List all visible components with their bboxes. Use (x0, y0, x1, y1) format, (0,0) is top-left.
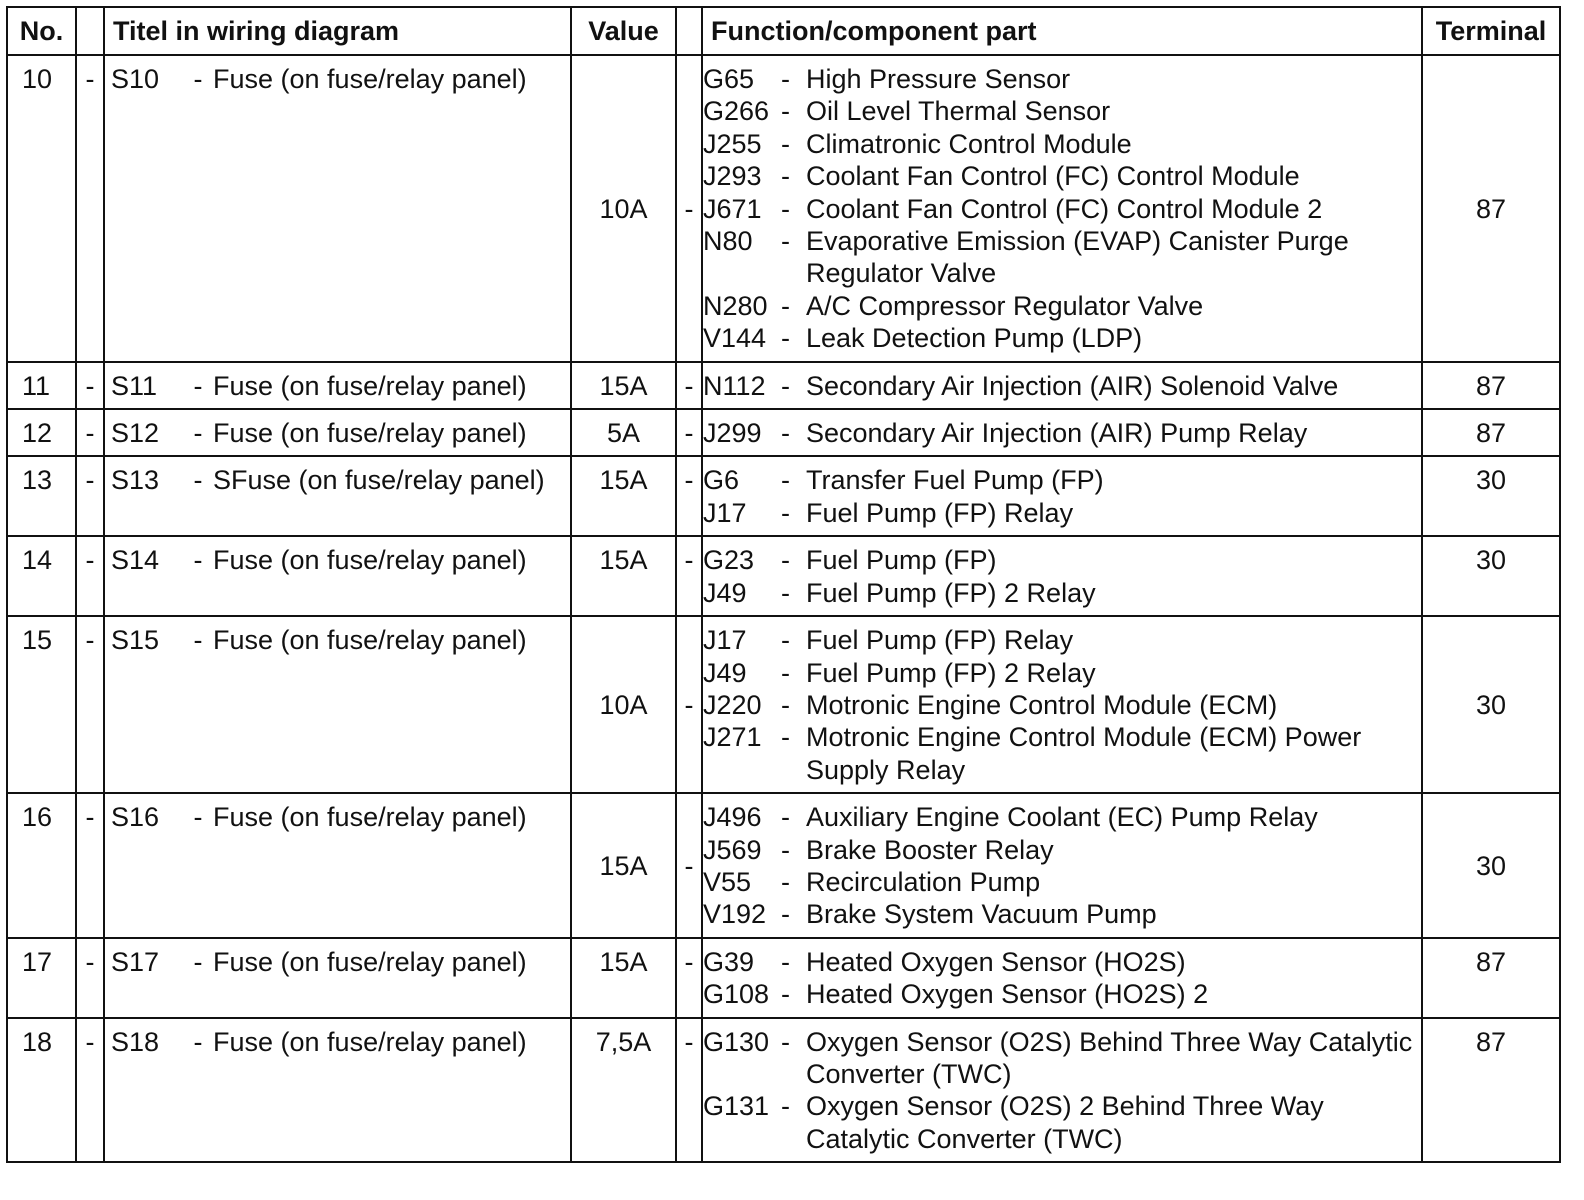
header-value: Value (571, 7, 676, 55)
header-title: Titel in wiring diagram (104, 7, 571, 55)
row-number: 11 (7, 362, 76, 409)
component-description: Leak Detection Pump (LDP) (806, 323, 1143, 354)
row-dash: - (76, 938, 104, 1018)
fuse-code: S13 (111, 465, 160, 496)
component-separator: - (781, 465, 790, 496)
component-description: Motronic Engine Control Module (ECM) (806, 689, 1278, 720)
component-code: G130 (703, 1026, 770, 1057)
function-cell (702, 1018, 1422, 1163)
header-no: No. (7, 7, 76, 55)
component-item (703, 1026, 1421, 1091)
component-code: J49 (703, 577, 747, 608)
component-separator: - (781, 899, 790, 930)
row-title-cell (104, 616, 571, 793)
fuse-code: S11 (111, 370, 158, 401)
fuse-code: S18 (111, 1026, 160, 1057)
value-dash: - (676, 1018, 702, 1163)
component-code: J17 (703, 497, 747, 528)
fuse-table (6, 6, 1561, 1163)
value-dash: - (676, 362, 702, 409)
terminal-value: 30 (1422, 456, 1560, 536)
fuse-title: Fuse (on fuse/relay panel) (213, 545, 527, 576)
component-description: Fuel Pump (FP) 2 Relay (806, 577, 1096, 608)
component-separator: - (781, 96, 790, 127)
component-description: Brake System Vacuum Pump (806, 899, 1157, 930)
fuse-code: S10 (111, 64, 160, 94)
component-code: G266 (703, 96, 770, 127)
fuse-table-body (7, 55, 1560, 1162)
fuse-separator: - (193, 545, 203, 576)
component-separator: - (781, 657, 790, 688)
row-number: 18 (7, 1018, 76, 1163)
fuse-separator: - (193, 625, 203, 656)
function-cell (702, 938, 1422, 1018)
component-description: Heated Oxygen Sensor (HO2S) 2 (806, 979, 1209, 1010)
value-dash: - (676, 409, 702, 456)
function-cell (702, 616, 1422, 793)
component-description: A/C Compressor Regulator Valve (806, 290, 1204, 321)
fuse-separator: - (193, 418, 203, 449)
function-cell (702, 362, 1422, 409)
fuse-title: Fuse (on fuse/relay panel) (213, 418, 527, 449)
component-separator: - (781, 689, 790, 720)
component-description: Heated Oxygen Sensor (HO2S) (806, 946, 1186, 977)
function-cell (702, 409, 1422, 456)
table-row (7, 456, 1560, 536)
component-description: Transfer Fuel Pump (FP) (806, 465, 1104, 496)
component-separator: - (781, 834, 790, 865)
component-item (703, 624, 1421, 656)
component-item (703, 370, 1421, 402)
fuse-title: Fuse (on fuse/relay panel) (213, 64, 527, 94)
fuse-value: 15A (571, 938, 676, 1018)
fuse-value: 7,5A (571, 1018, 676, 1163)
table-row (7, 793, 1560, 938)
terminal-value: 30 (1422, 616, 1560, 793)
fuse-separator: - (193, 370, 203, 401)
component-item (703, 290, 1421, 322)
component-code: J293 (703, 161, 762, 192)
row-title-cell (104, 362, 571, 409)
terminal-value: 87 (1422, 938, 1560, 1018)
row-dash: - (76, 362, 104, 409)
fuse-separator: - (193, 465, 203, 496)
terminal-value: 87 (1422, 362, 1560, 409)
component-item (703, 946, 1421, 978)
fuse-value: 15A (571, 456, 676, 536)
component-code: J496 (703, 802, 762, 833)
component-separator: - (781, 193, 790, 224)
component-description: Oxygen Sensor (O2S) 2 Behind Three Way Catalytic Converter (TWC) (806, 1091, 1324, 1154)
component-description: Secondary Air Injection (AIR) Solenoid Valve (806, 370, 1339, 401)
component-code: G65 (703, 64, 755, 94)
component-description: Climatronic Control Module (806, 128, 1132, 159)
component-item (703, 721, 1421, 786)
row-title-cell (104, 938, 571, 1018)
function-cell (702, 536, 1422, 616)
terminal-value: 87 (1422, 409, 1560, 456)
component-item (703, 95, 1421, 127)
table-header-row (7, 7, 1560, 55)
fuse-value: 15A (571, 536, 676, 616)
component-description: Fuel Pump (FP) Relay (806, 625, 1074, 656)
component-separator: - (781, 323, 790, 354)
component-item (703, 866, 1421, 898)
fuse-value: 15A (571, 793, 676, 938)
fuse-value: 10A (571, 55, 676, 362)
component-separator: - (781, 497, 790, 528)
component-code: V192 (703, 899, 767, 930)
component-description: Coolant Fan Control (FC) Control Module 2 (806, 193, 1323, 224)
row-title-cell (104, 536, 571, 616)
fuse-title: Fuse (on fuse/relay panel) (213, 625, 527, 656)
component-item (703, 689, 1421, 721)
row-title-cell (104, 1018, 571, 1163)
component-item (703, 160, 1421, 192)
component-description: Brake Booster Relay (806, 834, 1054, 865)
component-item (703, 978, 1421, 1010)
row-dash: - (76, 793, 104, 938)
row-number: 13 (7, 456, 76, 536)
table-row (7, 1018, 1560, 1163)
fuse-value: 10A (571, 616, 676, 793)
fuse-title: Fuse (on fuse/relay panel) (213, 946, 527, 977)
fuse-value: 15A (571, 362, 676, 409)
component-separator: - (781, 370, 790, 401)
component-code: J17 (703, 625, 747, 656)
component-item (703, 577, 1421, 609)
function-cell (702, 456, 1422, 536)
component-code: N112 (703, 370, 766, 401)
table-row (7, 536, 1560, 616)
component-separator: - (781, 290, 790, 321)
row-title-cell (104, 55, 571, 362)
component-item (703, 225, 1421, 290)
component-code: G131 (703, 1091, 770, 1122)
component-code: V144 (703, 323, 767, 354)
row-dash: - (76, 55, 104, 362)
component-separator: - (781, 128, 790, 159)
row-dash: - (76, 456, 104, 536)
component-code: N80 (703, 226, 753, 257)
component-separator: - (781, 577, 790, 608)
row-number: 16 (7, 793, 76, 938)
fuse-code: S14 (111, 545, 160, 576)
component-separator: - (781, 226, 790, 257)
row-number: 15 (7, 616, 76, 793)
header-function: Function/component part (702, 7, 1422, 55)
table-row (7, 616, 1560, 793)
terminal-value: 87 (1422, 55, 1560, 362)
component-item (703, 497, 1421, 529)
fuse-table-sheet (6, 6, 1561, 1163)
row-number: 17 (7, 938, 76, 1018)
function-cell (702, 793, 1422, 938)
component-description: High Pressure Sensor (806, 64, 1071, 94)
component-item (703, 464, 1421, 496)
value-dash: - (676, 793, 702, 938)
component-separator: - (781, 722, 790, 753)
value-dash: - (676, 456, 702, 536)
header-terminal: Terminal (1422, 7, 1560, 55)
row-title-cell (104, 793, 571, 938)
value-dash: - (676, 938, 702, 1018)
component-item (703, 193, 1421, 225)
component-item (703, 834, 1421, 866)
component-item (703, 322, 1421, 354)
component-code: N280 (703, 290, 768, 321)
component-separator: - (781, 1026, 790, 1057)
component-code: V55 (703, 866, 752, 897)
component-description: Motronic Engine Control Module (ECM) Power Supply Relay (806, 722, 1362, 785)
terminal-value: 30 (1422, 793, 1560, 938)
fuse-title: SFuse (on fuse/relay panel) (213, 465, 545, 496)
component-code: G108 (703, 979, 770, 1010)
component-separator: - (781, 979, 790, 1010)
fuse-code: S17 (111, 946, 160, 977)
component-separator: - (781, 64, 790, 94)
component-item (703, 1090, 1421, 1155)
component-code: G39 (703, 946, 755, 977)
component-description: Fuel Pump (FP) 2 Relay (806, 657, 1096, 688)
component-description: Secondary Air Injection (AIR) Pump Relay (806, 418, 1308, 449)
fuse-code: S16 (111, 802, 160, 833)
fuse-separator: - (193, 1026, 203, 1057)
fuse-code: S12 (111, 418, 160, 449)
component-code: J49 (703, 657, 747, 688)
component-description: Oil Level Thermal Sensor (806, 96, 1111, 127)
row-number: 14 (7, 536, 76, 616)
component-separator: - (781, 946, 790, 977)
component-code: G6 (703, 465, 740, 496)
component-description: Oxygen Sensor (O2S) Behind Three Way Catalytic Converter (TWC) (806, 1026, 1413, 1089)
component-description: Fuel Pump (FP) Relay (806, 497, 1074, 528)
component-description: Fuel Pump (FP) (806, 545, 997, 576)
component-item (703, 801, 1421, 833)
component-item (703, 898, 1421, 930)
component-description: Recirculation Pump (806, 866, 1041, 897)
component-item (703, 128, 1421, 160)
component-code: J220 (703, 689, 762, 720)
header-spacer-1 (76, 7, 104, 55)
row-dash: - (76, 536, 104, 616)
table-row (7, 55, 1560, 362)
row-title-cell (104, 409, 571, 456)
component-code: J671 (703, 193, 762, 224)
row-title-cell (104, 456, 571, 536)
component-code: J271 (703, 722, 762, 753)
value-dash: - (676, 616, 702, 793)
fuse-value: 5A (571, 409, 676, 456)
row-number: 10 (7, 55, 76, 362)
fuse-code: S15 (111, 625, 160, 656)
component-separator: - (781, 866, 790, 897)
component-code: J569 (703, 834, 762, 865)
fuse-title: Fuse (on fuse/relay panel) (213, 1026, 527, 1057)
component-code: J299 (703, 418, 762, 449)
component-code: G23 (703, 545, 755, 576)
fuse-separator: - (193, 802, 203, 833)
header-spacer-2 (676, 7, 702, 55)
component-description: Evaporative Emission (EVAP) Canister Purge Regulator Valve (806, 226, 1349, 289)
component-separator: - (781, 161, 790, 192)
table-row (7, 362, 1560, 409)
fuse-title: Fuse (on fuse/relay panel) (213, 370, 527, 401)
component-item (703, 417, 1421, 449)
row-dash: - (76, 409, 104, 456)
value-dash: - (676, 536, 702, 616)
fuse-separator: - (193, 64, 203, 94)
component-separator: - (781, 1091, 790, 1122)
fuse-separator: - (193, 946, 203, 977)
component-separator: - (781, 418, 790, 449)
terminal-value: 30 (1422, 536, 1560, 616)
component-item (703, 544, 1421, 576)
component-item (703, 63, 1421, 95)
fuse-title: Fuse (on fuse/relay panel) (213, 802, 527, 833)
component-description: Coolant Fan Control (FC) Control Module (806, 161, 1300, 192)
row-number: 12 (7, 409, 76, 456)
component-separator: - (781, 802, 790, 833)
component-separator: - (781, 545, 790, 576)
component-code: J255 (703, 128, 762, 159)
component-separator: - (781, 625, 790, 656)
table-row (7, 409, 1560, 456)
function-cell (702, 55, 1422, 362)
component-item (703, 657, 1421, 689)
value-dash: - (676, 55, 702, 362)
component-description: Auxiliary Engine Coolant (EC) Pump Relay (806, 802, 1318, 833)
row-dash: - (76, 1018, 104, 1163)
table-row (7, 938, 1560, 1018)
row-dash: - (76, 616, 104, 793)
terminal-value: 87 (1422, 1018, 1560, 1163)
